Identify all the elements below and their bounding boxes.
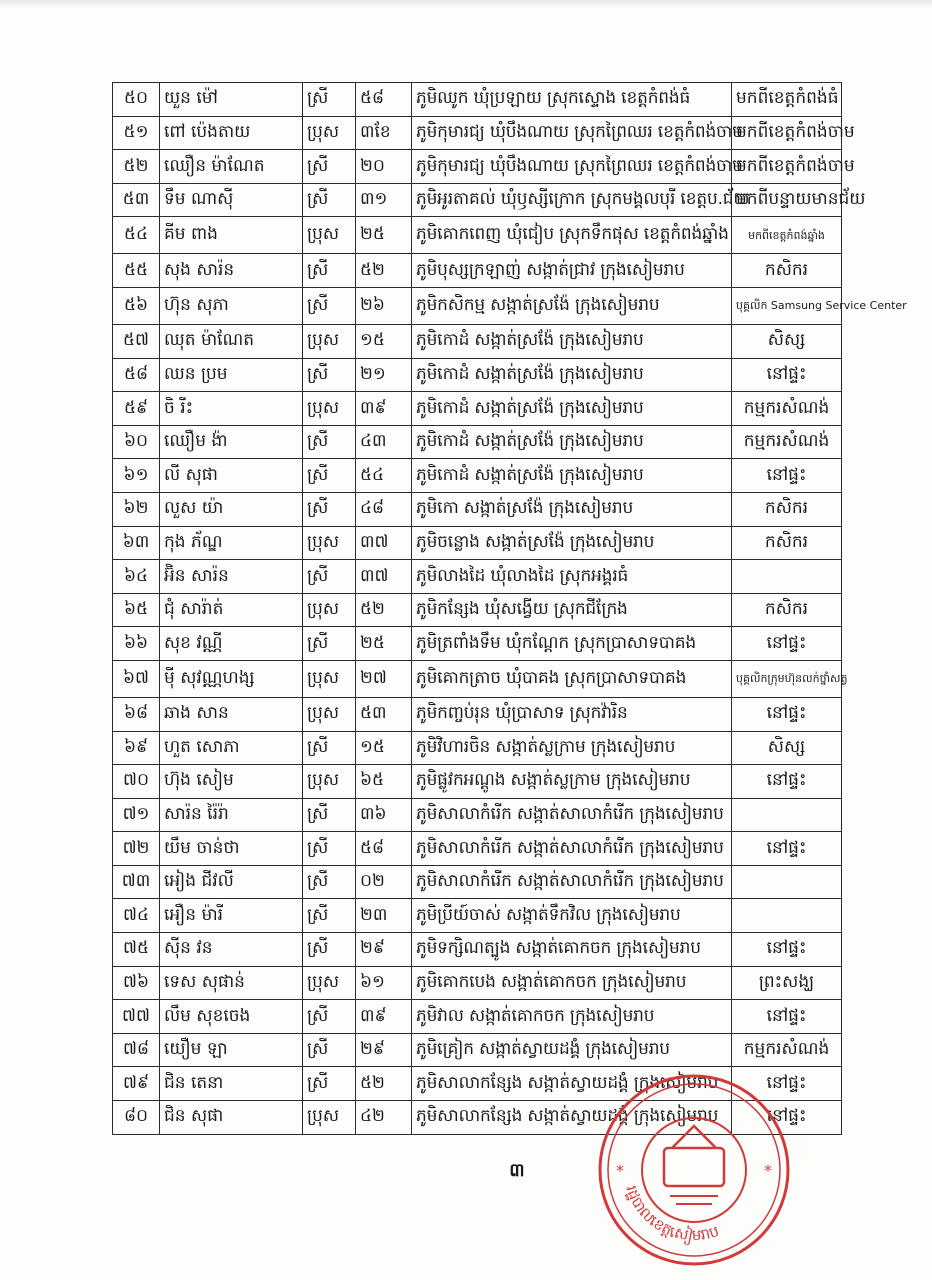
table-row bbox=[113, 933, 842, 967]
person-sex: ប្រុស bbox=[303, 593, 356, 627]
row-number: ៦២ bbox=[113, 492, 160, 526]
table-row bbox=[113, 865, 842, 899]
person-age: ៤៨ bbox=[356, 492, 412, 526]
person-name: ហួត សោភា bbox=[160, 731, 303, 765]
person-address: ភូមិសាលាកន្សែង សង្កាត់ស្វាយដង្គំ ក្រុងសៀមរាប bbox=[412, 1067, 732, 1101]
person-sex: ប្រុស bbox=[303, 392, 356, 426]
table-row bbox=[113, 287, 842, 324]
person-sex: ស្រី bbox=[303, 1000, 356, 1034]
table-row bbox=[113, 492, 842, 526]
person-sex: ស្រី bbox=[303, 798, 356, 832]
person-sex: ប្រុស bbox=[303, 217, 356, 254]
person-age: ២៦ bbox=[356, 287, 412, 324]
person-name: កុង ភ័ណ្ឌ bbox=[160, 526, 303, 560]
person-sex: ប្រុស bbox=[303, 765, 356, 799]
table-row bbox=[113, 798, 842, 832]
seal-emblem-roof bbox=[672, 1126, 716, 1148]
person-name: ឈឿម ង៉ា bbox=[160, 425, 303, 459]
person-age: ៣៩ bbox=[356, 1000, 412, 1034]
person-age: ៣ខែ bbox=[356, 116, 412, 150]
person-age: ៥២ bbox=[356, 254, 412, 288]
row-number: ៧៩ bbox=[113, 1067, 160, 1101]
row-number: ៥០ bbox=[113, 83, 160, 117]
seal-emblem-base bbox=[670, 1196, 718, 1204]
person-occupation: នៅផ្ទះ bbox=[732, 1000, 842, 1034]
person-address: ភូមិអូរតាគល់ ឃុំឫស្សីក្រោក ស្រុកមង្គលបុរី ខេត្តប.ជ័យ bbox=[412, 183, 732, 217]
person-age: ៥៨ bbox=[356, 83, 412, 117]
person-occupation: កសិករ bbox=[732, 492, 842, 526]
person-name: ហ៊ុង សៀម bbox=[160, 765, 303, 799]
row-number: ៥៧ bbox=[113, 324, 160, 358]
person-sex: ប្រុស bbox=[303, 324, 356, 358]
table-row bbox=[113, 254, 842, 288]
person-address: ភូមិផ្លូវកអណ្ដូង សង្កាត់ស្លក្រាម ក្រុងសៀមរាប bbox=[412, 765, 732, 799]
person-sex: ស្រី bbox=[303, 183, 356, 217]
person-name: ឈឿន ម៉ាណែត bbox=[160, 150, 303, 184]
person-occupation: បុគ្គលិកក្រុមហ៊ុនលក់ថ្នាំសត្វ bbox=[732, 660, 842, 697]
official-seal bbox=[594, 1070, 794, 1270]
person-address: ភូមិចន្លោង សង្កាត់ស្រង៉ែ ក្រុងសៀមរាប bbox=[412, 526, 732, 560]
person-address: ភូមិសាលាកន្សែង សង្កាត់ស្វាយដង្គំ ក្រុងសៀមរាប bbox=[412, 1101, 732, 1135]
person-age: ២៧ bbox=[356, 660, 412, 697]
person-occupation: មកពីខេត្តកំពង់ធំ bbox=[732, 83, 842, 117]
person-address: ភូមិគោកត្រាច ឃុំបាគង ស្រុកប្រាសាទបាគង bbox=[412, 660, 732, 697]
table-row bbox=[113, 560, 842, 594]
table-row bbox=[113, 697, 842, 731]
person-address: ភូមិកោដំ សង្កាត់ស្រង៉ែ ក្រុងសៀមរាប bbox=[412, 459, 732, 493]
person-name: ពៅ ប៉េងតាយ bbox=[160, 116, 303, 150]
row-number: ៥៤ bbox=[113, 217, 160, 254]
person-occupation: ព្រះសង្ឃ bbox=[732, 966, 842, 1000]
seal-star-left: * bbox=[616, 1161, 624, 1180]
row-number: ៧៤ bbox=[113, 899, 160, 933]
person-name: ហ៊ុន សុភា bbox=[160, 287, 303, 324]
person-occupation: សិស្ស bbox=[732, 731, 842, 765]
person-age: ១៥ bbox=[356, 324, 412, 358]
row-number: ៥២ bbox=[113, 150, 160, 184]
person-age: ៥២ bbox=[356, 1067, 412, 1101]
person-name: អ៊ិន សារ៉ន bbox=[160, 560, 303, 594]
person-sex: ស្រី bbox=[303, 731, 356, 765]
person-age: ៣៧ bbox=[356, 526, 412, 560]
row-number: ៧៧ bbox=[113, 1000, 160, 1034]
person-name: សុខ វណ្ណី bbox=[160, 627, 303, 661]
person-age: ៣៦ bbox=[356, 798, 412, 832]
table-row bbox=[113, 765, 842, 799]
scan-edge bbox=[0, 0, 932, 8]
person-occupation: កម្មករសំណង់ bbox=[732, 1033, 842, 1067]
person-sex: ស្រី bbox=[303, 865, 356, 899]
table-row bbox=[113, 116, 842, 150]
person-name: លី សុផា bbox=[160, 459, 303, 493]
person-age: ២០ bbox=[356, 150, 412, 184]
person-name: ជិន សុផា bbox=[160, 1101, 303, 1135]
person-address: ភូមិកោ សង្កាត់ស្រង៉ែ ក្រុងសៀមរាប bbox=[412, 492, 732, 526]
person-occupation bbox=[732, 899, 842, 933]
person-sex: ប្រុស bbox=[303, 526, 356, 560]
person-name: ជិន តេនា bbox=[160, 1067, 303, 1101]
person-name: អៀង ជីវលី bbox=[160, 865, 303, 899]
person-address: ភូមិបុស្សក្រឡាញ់ សង្កាត់ជ្រាវ ក្រុងសៀមរាប bbox=[412, 254, 732, 288]
table-row bbox=[113, 593, 842, 627]
person-occupation: កសិករ bbox=[732, 254, 842, 288]
person-age: ៣៩ bbox=[356, 392, 412, 426]
table-row bbox=[113, 150, 842, 184]
person-age: ២៥ bbox=[356, 217, 412, 254]
person-occupation: នៅផ្ទះ bbox=[732, 1067, 842, 1101]
person-sex: ប្រុស bbox=[303, 1101, 356, 1135]
person-sex: ស្រី bbox=[303, 358, 356, 392]
table-row bbox=[113, 217, 842, 254]
person-address: ភូមិកសិកម្ម សង្កាត់ស្រង៉ែ ក្រុងសៀមរាប bbox=[412, 287, 732, 324]
person-address: ភូមិវាល សង្កាត់គោកចក ក្រុងសៀមរាប bbox=[412, 1000, 732, 1034]
person-name: គីម ពាង bbox=[160, 217, 303, 254]
person-age: ១៥ bbox=[356, 731, 412, 765]
row-number: ៧២ bbox=[113, 832, 160, 866]
row-number: ៥៣ bbox=[113, 183, 160, 217]
person-sex: ប្រុស bbox=[303, 116, 356, 150]
person-address: ភូមិឈូក ឃុំប្រឡាយ ស្រុកស្ទោង ខេត្តកំពង់ធំ bbox=[412, 83, 732, 117]
person-occupation bbox=[732, 560, 842, 594]
table-row bbox=[113, 526, 842, 560]
table-row bbox=[113, 899, 842, 933]
person-address: ភូមិគោកបេង សង្កាត់គោកចក ក្រុងសៀមរាប bbox=[412, 966, 732, 1000]
seal-center-ring bbox=[642, 1118, 746, 1222]
person-sex: ស្រី bbox=[303, 150, 356, 184]
person-sex: ស្រី bbox=[303, 254, 356, 288]
person-age: ២១ bbox=[356, 358, 412, 392]
person-occupation: នៅផ្ទះ bbox=[732, 627, 842, 661]
person-sex: ប្រុស bbox=[303, 697, 356, 731]
table-row bbox=[113, 627, 842, 661]
person-address: ភូមិកន្សែង ឃុំសង្វើយ ស្រុកជីក្រែង bbox=[412, 593, 732, 627]
person-age: ២៩ bbox=[356, 1033, 412, 1067]
person-address: ភូមិលាងដៃ ឃុំលាងដៃ ស្រុកអង្គរធំ bbox=[412, 560, 732, 594]
table-row bbox=[113, 459, 842, 493]
row-number: ៦៧ bbox=[113, 660, 160, 697]
person-age: ៥២ bbox=[356, 593, 412, 627]
person-address: ភូមិកោដំ សង្កាត់ស្រង៉ែ ក្រុងសៀមរាប bbox=[412, 324, 732, 358]
person-name: សុង សារ៉ន bbox=[160, 254, 303, 288]
row-number: ៥៦ bbox=[113, 287, 160, 324]
patient-list-table bbox=[112, 82, 907, 1135]
page-number: ៣ bbox=[509, 1160, 525, 1181]
person-age: ៦១ bbox=[356, 966, 412, 1000]
row-number: ៥៨ bbox=[113, 358, 160, 392]
table-row bbox=[113, 425, 842, 459]
person-name: អឿន ម៉ារី bbox=[160, 899, 303, 933]
person-occupation: មកពីខេត្តកំពង់ចាម bbox=[732, 116, 842, 150]
person-sex: ស្រី bbox=[303, 459, 356, 493]
person-age: ៣១ bbox=[356, 183, 412, 217]
person-occupation: កម្មករសំណង់ bbox=[732, 425, 842, 459]
person-occupation: នៅផ្ទះ bbox=[732, 459, 842, 493]
person-occupation: នៅផ្ទះ bbox=[732, 933, 842, 967]
person-name: ឈន ប្រម bbox=[160, 358, 303, 392]
row-number: ៦០ bbox=[113, 425, 160, 459]
table-row bbox=[113, 324, 842, 358]
person-occupation: កសិករ bbox=[732, 526, 842, 560]
person-occupation: នៅផ្ទះ bbox=[732, 765, 842, 799]
person-sex: ប្រុស bbox=[303, 660, 356, 697]
person-sex: ស្រី bbox=[303, 627, 356, 661]
person-address: ភូមិកញ្ចប់រុន ឃុំប្រាសាទ ស្រុកវ៉ារិន bbox=[412, 697, 732, 731]
seal-emblem bbox=[664, 1148, 724, 1186]
person-sex: ស្រី bbox=[303, 492, 356, 526]
table-row bbox=[113, 731, 842, 765]
table-row bbox=[113, 358, 842, 392]
seal-text: រដ្ឋបាលខេត្តសៀមរាប bbox=[622, 1183, 722, 1245]
person-address: ភូមិវិហារចិន សង្កាត់ស្លក្រាម ក្រុងសៀមរាប bbox=[412, 731, 732, 765]
row-number: ៧៥ bbox=[113, 933, 160, 967]
table-row bbox=[113, 660, 842, 697]
person-address: ភូមិសាលាកំរើក សង្កាត់សាលាកំរើក ក្រុងសៀមរាប bbox=[412, 832, 732, 866]
row-number: ៧៨ bbox=[113, 1033, 160, 1067]
person-age: ២៣ bbox=[356, 899, 412, 933]
person-sex: ស្រី bbox=[303, 1067, 356, 1101]
person-occupation: នៅផ្ទះ bbox=[732, 1101, 842, 1135]
table-row bbox=[113, 966, 842, 1000]
person-occupation: កម្មករសំណង់ bbox=[732, 392, 842, 426]
person-sex: ស្រី bbox=[303, 832, 356, 866]
row-number: ៧៣ bbox=[113, 865, 160, 899]
row-number: ៦៩ bbox=[113, 731, 160, 765]
row-number: ៦១ bbox=[113, 459, 160, 493]
person-age: ៥៣ bbox=[356, 697, 412, 731]
table-row bbox=[113, 1033, 842, 1067]
person-age: ៥៤ bbox=[356, 459, 412, 493]
person-occupation: កសិករ bbox=[732, 593, 842, 627]
person-occupation: បុគ្គលិក Samsung Service Center bbox=[732, 287, 842, 324]
person-name: ស៊ីន វន bbox=[160, 933, 303, 967]
person-age: ៣៧ bbox=[356, 560, 412, 594]
person-sex: ស្រី bbox=[303, 933, 356, 967]
row-number: ៦៥ bbox=[113, 593, 160, 627]
person-address: ភូមិគោកពេញ ឃុំជៀប ស្រុកទឹកផុស ខេត្តកំពង់ឆ្នាំង bbox=[412, 217, 732, 254]
person-name: លឹម សុខចេង bbox=[160, 1000, 303, 1034]
row-number: ៧០ bbox=[113, 765, 160, 799]
person-age: ០២ bbox=[356, 865, 412, 899]
table-body bbox=[113, 83, 907, 1135]
person-name: ចិ រីះ bbox=[160, 392, 303, 426]
person-age: ៤២ bbox=[356, 1101, 412, 1135]
person-occupation: មកពីខេត្តកំពង់ចាម bbox=[732, 150, 842, 184]
person-address: ភូមិសាលាកំរើក សង្កាត់សាលាកំរើក ក្រុងសៀមរាប bbox=[412, 865, 732, 899]
person-name: ទេស សុផាន់ bbox=[160, 966, 303, 1000]
person-name: ម៉ី សុវណ្ណហង្ស bbox=[160, 660, 303, 697]
row-number: ៦៣ bbox=[113, 526, 160, 560]
seal-star-right: * bbox=[764, 1161, 772, 1180]
person-address: ភូមិត្រពាំងទឹម ឃុំកណ្ដែក ស្រុកប្រាសាទបាគង bbox=[412, 627, 732, 661]
person-name: យឿម ឡា bbox=[160, 1033, 303, 1067]
person-address: ភូមិគ្រៀក សង្កាត់ស្វាយដង្គំ ក្រុងសៀមរាប bbox=[412, 1033, 732, 1067]
person-address: ភូមិកោដំ សង្កាត់ស្រង៉ែ ក្រុងសៀមរាប bbox=[412, 358, 732, 392]
person-address: ភូមិកោដំ សង្កាត់ស្រង៉ែ ក្រុងសៀមរាប bbox=[412, 425, 732, 459]
person-age: ៦៥ bbox=[356, 765, 412, 799]
person-occupation: នៅផ្ទះ bbox=[732, 697, 842, 731]
person-sex: ស្រី bbox=[303, 899, 356, 933]
person-address: ភូមិទក្សិណត្បូង សង្កាត់គោកចក ក្រុងសៀមរាប bbox=[412, 933, 732, 967]
person-name: ទឹម ណាស៊ី bbox=[160, 183, 303, 217]
person-sex: ប្រុស bbox=[303, 966, 356, 1000]
person-name: ឈុត ម៉ាណែត bbox=[160, 324, 303, 358]
person-occupation: មកពីខេត្តកំពង់ឆ្នាំង bbox=[732, 217, 842, 254]
row-number: ៧៦ bbox=[113, 966, 160, 1000]
person-name: ឆាង សាន bbox=[160, 697, 303, 731]
row-number: ៥៥ bbox=[113, 254, 160, 288]
person-sex: ស្រី bbox=[303, 560, 356, 594]
person-address: ភូមិកុមារជ្យ ឃុំបឹងណាយ ស្រុកព្រៃឈរ ខេត្តកំពង់ចាម bbox=[412, 150, 732, 184]
person-sex: ស្រី bbox=[303, 83, 356, 117]
person-address: ភូមិកុមារជ្យ ឃុំបឹងណាយ ស្រុកព្រៃឈរ ខេត្តកំពង់ចាម bbox=[412, 116, 732, 150]
row-number: ៨០ bbox=[113, 1101, 160, 1135]
table-row bbox=[113, 1000, 842, 1034]
person-address: ភូមិកោដំ សង្កាត់ស្រង៉ែ ក្រុងសៀមរាប bbox=[412, 392, 732, 426]
table-row bbox=[113, 832, 842, 866]
row-number: ៥៩ bbox=[113, 392, 160, 426]
table-row bbox=[113, 392, 842, 426]
person-age: ២៥ bbox=[356, 627, 412, 661]
person-address: ភូមិសាលាកំរើក សង្កាត់សាលាកំរើក ក្រុងសៀមរាប bbox=[412, 798, 732, 832]
table-row bbox=[113, 183, 842, 217]
person-occupation: នៅផ្ទះ bbox=[732, 832, 842, 866]
row-number: ៦៦ bbox=[113, 627, 160, 661]
person-occupation bbox=[732, 798, 842, 832]
person-age: ៤៣ bbox=[356, 425, 412, 459]
row-number: ៥១ bbox=[113, 116, 160, 150]
person-occupation: មកពីបន្ទាយមានជ័យ bbox=[732, 183, 842, 217]
person-name: សារ៉ន រ៉ៃរ៉ា bbox=[160, 798, 303, 832]
person-address: ភូមិប្រីយ៍ចាស់ សង្កាត់ទឹកវិល ក្រុងសៀមរាប bbox=[412, 899, 732, 933]
person-occupation bbox=[732, 865, 842, 899]
person-age: ២៩ bbox=[356, 933, 412, 967]
row-number: ៦៤ bbox=[113, 560, 160, 594]
person-sex: ស្រី bbox=[303, 287, 356, 324]
row-number: ៧១ bbox=[113, 798, 160, 832]
person-name: យួន ម៉ៅ bbox=[160, 83, 303, 117]
person-name: លួស យ៉ា bbox=[160, 492, 303, 526]
person-age: ៥៨ bbox=[356, 832, 412, 866]
row-number: ៦៨ bbox=[113, 697, 160, 731]
person-sex: ស្រី bbox=[303, 425, 356, 459]
person-sex: ស្រី bbox=[303, 1033, 356, 1067]
person-name: យឹម ចាន់ថា bbox=[160, 832, 303, 866]
person-occupation: នៅផ្ទះ bbox=[732, 358, 842, 392]
person-occupation: សិស្ស bbox=[732, 324, 842, 358]
table-row bbox=[113, 83, 842, 117]
person-name: ជុំ សារ៉ាត់ bbox=[160, 593, 303, 627]
